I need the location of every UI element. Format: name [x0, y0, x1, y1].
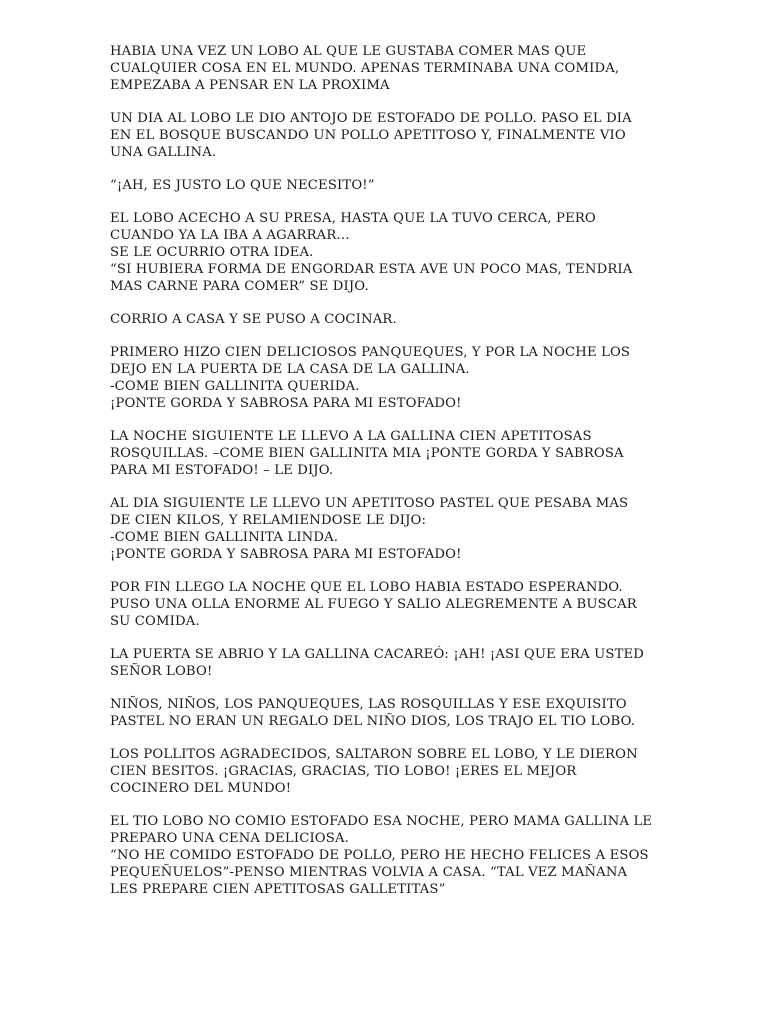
text-line: “NO HE COMIDO ESTOFADO DE POLLO, PERO HE HECHO FELICES A ESOS: [110, 848, 649, 863]
text-line: SU COMIDA.: [110, 614, 200, 629]
text-line: EL TIO LOBO NO COMIO ESTOFADO ESA NOCHE, PERO MAMA GALLINA LE: [110, 814, 653, 829]
story-paragraph: [110, 495, 670, 563]
text-line: SEÑOR LOBO!: [110, 664, 213, 679]
story-paragraph: [110, 311, 670, 328]
text-line: PEQUEÑUELOS”-PENSO MIENTRAS VOLVIA A CASA. “TAL VEZ MAÑANA: [110, 865, 628, 880]
text-line: DE CIEN KILOS, Y RELAMIENDOSE LE DIJO:: [110, 513, 427, 528]
text-line: UNA GALLINA.: [110, 145, 217, 160]
story-paragraph: [110, 428, 670, 479]
text-line: EN EL BOSQUE BUSCANDO UN POLLO APETITOSO Y, FINALMENTE VIO: [110, 128, 626, 143]
text-line: LA NOCHE SIGUIENTE LE LLEVO A LA GALLINA CIEN APETITOSAS: [110, 429, 592, 444]
story-paragraph: [110, 746, 670, 797]
story-paragraph: [110, 813, 670, 898]
text-line: -COME BIEN GALLINITA QUERIDA.: [110, 379, 360, 394]
text-line: SE LE OCURRIO OTRA IDEA.: [110, 245, 314, 260]
text-line: “SI HUBIERA FORMA DE ENGORDAR ESTA AVE UN POCO MAS, TENDRIA: [110, 262, 633, 277]
text-line: HABIA UNA VEZ UN LOBO AL QUE LE GUSTABA COMER MAS QUE: [110, 44, 587, 59]
text-line: LES PREPARE CIEN APETITOSAS GALLETITAS”: [110, 882, 446, 897]
text-line: “¡AH, ES JUSTO LO QUE NECESITO!”: [110, 178, 375, 193]
story-paragraph: [110, 43, 670, 94]
text-line: EMPEZABA A PENSAR EN LA PROXIMA: [110, 78, 390, 93]
story-paragraph: [110, 210, 670, 295]
text-line: CIEN BESITOS. ¡GRACIAS, GRACIAS, TIO LOBO! ¡ERES EL MEJOR: [110, 764, 577, 779]
text-line: ¡PONTE GORDA Y SABROSA PARA MI ESTOFADO!: [110, 396, 462, 411]
text-line: LOS POLLITOS AGRADECIDOS, SALTARON SOBRE EL LOBO, Y LE DIERON: [110, 747, 638, 762]
text-line: POR FIN LLEGO LA NOCHE QUE EL LOBO HABIA ESTADO ESPERANDO.: [110, 580, 623, 595]
text-line: AL DIA SIGUIENTE LE LLEVO UN APETITOSO PASTEL QUE PESABA MAS: [110, 496, 629, 511]
story-paragraph: [110, 177, 670, 194]
text-line: CUANDO YA LA IBA A AGARRAR…: [110, 228, 350, 243]
text-line: -COME BIEN GALLINITA LINDA.: [110, 530, 339, 545]
text-line: LA PUERTA SE ABRIO Y LA GALLINA CACAREÓ: ¡AH! ¡ASI QUE ERA USTED: [110, 647, 645, 662]
text-line: PRIMERO HIZO CIEN DELICIOSOS PANQUEQUES, Y POR LA NOCHE LOS: [110, 345, 631, 360]
story-paragraph: [110, 696, 670, 730]
story-paragraph: [110, 579, 670, 630]
text-line: UN DIA AL LOBO LE DIO ANTOJO DE ESTOFADO DE POLLO. PASO EL DIA: [110, 111, 632, 126]
text-line: EL LOBO ACECHO A SU PRESA, HASTA QUE LA TUVO CERCA, PERO: [110, 211, 596, 226]
text-line: CUALQUIER COSA EN EL MUNDO. APENAS TERMINABA UNA COMIDA,: [110, 61, 620, 76]
story-paragraph: [110, 646, 670, 680]
story-paragraph: [110, 110, 670, 161]
text-line: ROSQUILLAS. –COME BIEN GALLINITA MIA ¡PONTE GORDA Y SABROSA: [110, 446, 624, 461]
text-line: PASTEL NO ERAN UN REGALO DEL NIÑO DIOS, LOS TRAJO EL TIO LOBO.: [110, 714, 636, 729]
text-line: CORRIO A CASA Y SE PUSO A COCINAR.: [110, 312, 397, 327]
text-line: DEJO EN LA PUERTA DE LA CASA DE LA GALLINA.: [110, 362, 470, 377]
story-paragraph: [110, 344, 670, 412]
document-page: [110, 43, 670, 914]
text-line: PREPARO UNA CENA DELICIOSA.: [110, 831, 349, 846]
text-line: ¡PONTE GORDA Y SABROSA PARA MI ESTOFADO!: [110, 547, 462, 562]
text-line: PUSO UNA OLLA ENORME AL FUEGO Y SALIO ALEGREMENTE A BUSCAR: [110, 597, 637, 612]
text-line: COCINERO DEL MUNDO!: [110, 781, 292, 796]
text-line: MAS CARNE PARA COMER” SE DIJO.: [110, 279, 369, 294]
text-line: PARA MI ESTOFADO! – LE DIJO.: [110, 463, 334, 478]
text-line: NIÑOS, NIÑOS, LOS PANQUEQUES, LAS ROSQUILLAS Y ESE EXQUISITO: [110, 697, 627, 712]
